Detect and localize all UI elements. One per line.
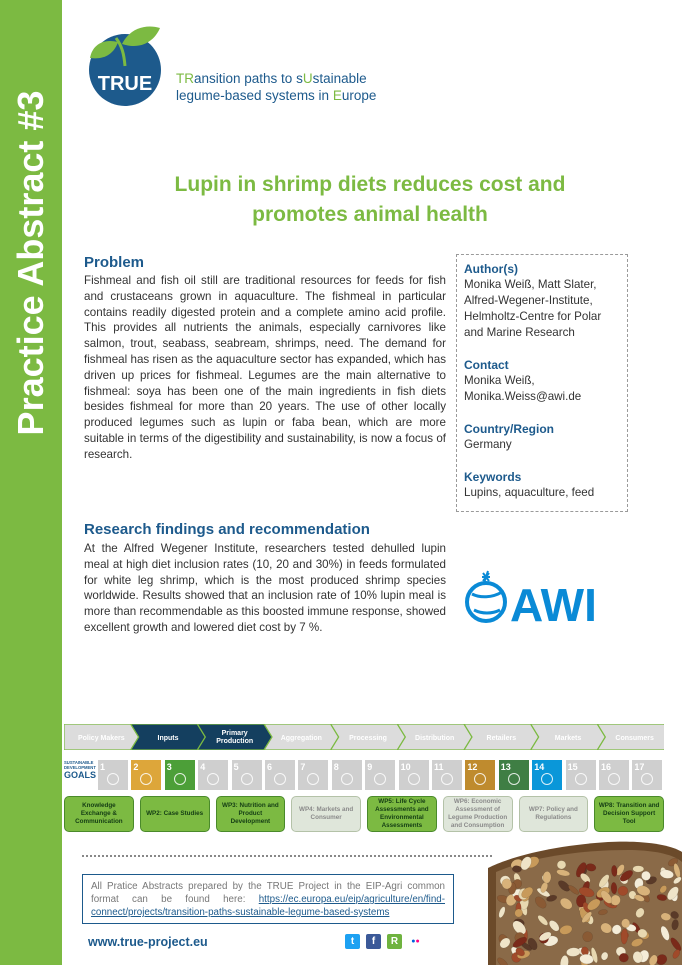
sdg-goal-icon xyxy=(107,773,119,785)
value-chain-label: Primary xyxy=(221,730,248,737)
work-package-box: WP6: Economic Assessment of Legume Production and Consumption xyxy=(443,796,513,832)
bean-shape xyxy=(633,866,644,872)
sdg-goal-tile: 12 xyxy=(465,760,495,790)
sdg-goal-icon xyxy=(575,773,587,785)
sdg-goal-icon xyxy=(608,773,620,785)
value-chain-label: Production xyxy=(216,738,254,745)
value-chain-label: Consumers xyxy=(615,735,654,742)
work-package-box: WP8: Transition and Decision Support Tool xyxy=(594,796,664,832)
sdg-goal-tile: 5 xyxy=(232,760,262,790)
sidebar-band xyxy=(0,0,62,965)
sdg-goal-icon xyxy=(241,773,253,785)
sdg-goal-tile: 7 xyxy=(298,760,328,790)
sdg-goal-tile: 13 xyxy=(499,760,529,790)
problem-text: Fishmeal and fish oil still are traditional resources for feeds for fish and crustaceans grown in aquaculture. The fishmeal in particular contains readily digested protein and a complete amino acid profile. This provides all nutrients the animals, especially carnivores like salmon, trout, seabass, seabream, shrimps, need. The demand for fishmeal has risen as the aquaculture sector has expanded, which has driven up prices for fishmeal. Legumes are the main alternative to fishmeal: soya has been one of the main ingredients in fish diets besides fishmeal for more than 20 years. The use of other locally produced legumes such as lupin or faba bean, which are more suitable in terms of the digestibility and sustainability, is now a focus of research. xyxy=(84,274,446,461)
sdg-goal-icon xyxy=(541,773,553,785)
sdg-goal-icon xyxy=(207,773,219,785)
work-package-box: WP7: Policy and Regulations xyxy=(519,796,589,832)
tagline-fragment: U xyxy=(302,71,313,86)
keywords-value: Lupins, aquaculture, feed xyxy=(464,486,595,499)
keywords-label: Keywords xyxy=(464,470,522,484)
authors-value: Monika Weiß, Matt Slater, Alfred-Wegener-Institute, Helmholtz-Centre for Polar and Marine Research xyxy=(464,278,602,339)
value-chain-label: Retailers xyxy=(486,735,517,742)
sdg-goal-icon xyxy=(641,773,653,785)
value-chain-label: Markets xyxy=(554,735,582,742)
info-box xyxy=(456,254,628,512)
bean-shape xyxy=(611,865,617,877)
twitter-icon[interactable]: t xyxy=(345,934,360,949)
value-chain-step xyxy=(197,724,272,750)
bean-shape xyxy=(621,919,630,928)
sdg-goal-tile: 15 xyxy=(566,760,596,790)
sdg-row xyxy=(64,759,664,791)
sdg-goal-icon xyxy=(174,773,186,785)
tagline-fragment: urope xyxy=(341,88,377,103)
sdg-logo: SUSTAINABLE DEVELOPMENT GOALS xyxy=(64,760,97,780)
project-tagline xyxy=(176,70,376,104)
flickr-icon[interactable]: ●● xyxy=(408,934,423,949)
tagline-fragment: stainable xyxy=(312,71,367,86)
work-package-box: WP5: Life Cycle Assessments and Environmental Assessments xyxy=(367,796,437,832)
contact-name: Monika Weiß, xyxy=(464,374,535,387)
value-chain xyxy=(64,724,664,750)
tagline-fragment: ansition paths to s xyxy=(194,71,303,86)
sdg-goal-icon xyxy=(140,773,152,785)
sdg-goal-tile: 10 xyxy=(399,760,429,790)
sdg-goal-tile: 6 xyxy=(265,760,295,790)
sdg-goal-tile: 2 xyxy=(131,760,161,790)
sdg-goal-tile: 3 xyxy=(165,760,195,790)
work-package-box: WP4: Markets and Consumer xyxy=(291,796,361,832)
practice-abstract-label: Practice Abstract #3 xyxy=(10,90,51,436)
country-label: Country/Region xyxy=(464,422,554,436)
value-chain-label: Policy Makers xyxy=(77,735,125,742)
sdg-goal-tile: 1 xyxy=(98,760,128,790)
sdg-goal-tile: 4 xyxy=(198,760,228,790)
value-chain-label: Distribution xyxy=(415,735,455,742)
sdg-goal-icon xyxy=(374,773,386,785)
contact-email[interactable]: Monika.Weiss@awi.de xyxy=(464,390,582,403)
title-line-2: promotes animal health xyxy=(252,203,488,226)
value-chain-label: Inputs xyxy=(157,735,179,742)
work-package-box: WP3: Nutrition and Product Development xyxy=(216,796,286,832)
value-chain-label: Processing xyxy=(349,735,387,742)
work-package-box: WP2: Case Studies xyxy=(140,796,210,832)
sdg-goal-tile: 9 xyxy=(365,760,395,790)
awi-logo-text: AWI xyxy=(510,579,597,626)
value-chain-label: Aggregation xyxy=(280,735,322,742)
sdg-goal-tile: 8 xyxy=(332,760,362,790)
work-package-box: Knowledge Exchange & Communication xyxy=(64,796,134,832)
tagline-line-2 xyxy=(176,87,376,104)
sdg-goal-tile: 14 xyxy=(532,760,562,790)
bean-shape xyxy=(611,882,617,894)
abstracts-note xyxy=(82,874,454,924)
tagline-fragment: legume-based systems in xyxy=(176,88,333,103)
research-text: At the Alfred Wegener Institute, researchers tested dehulled lupin meal at high diet inclusion rates (10, 20 and 30%) in feeds formulated for white leg shrimp, which is the most produced shrimp species worldwide. Results showed that an inclusion rate of 10% lupin meal is more than recommendable as this boosted immune response, showed excellent growth and lowered diet cost by 7 %. xyxy=(84,542,446,634)
research-heading: Research findings and recommendation xyxy=(84,521,370,538)
facebook-icon[interactable]: f xyxy=(366,934,381,949)
page-title xyxy=(90,170,650,230)
country-value: Germany xyxy=(464,438,512,451)
sdg-goal-icon xyxy=(408,773,420,785)
tagline-fragment: E xyxy=(332,88,342,103)
sdg-goal-tile: 11 xyxy=(432,760,462,790)
logo-text: TRUE xyxy=(97,73,153,95)
tagline-fragment: TR xyxy=(176,71,194,86)
sdg-goal-icon xyxy=(441,773,453,785)
website-link[interactable]: www.true-project.eu xyxy=(88,935,208,949)
sdg-goal-tile: 16 xyxy=(599,760,629,790)
true-logo xyxy=(80,18,170,108)
authors-label: Author(s) xyxy=(464,262,518,276)
note-link[interactable]: https://ec.europa.eu/eip/agriculture/en/find-connect/projects/transition-paths-sustainable-legume-based-systems xyxy=(91,894,445,918)
contact-label: Contact xyxy=(464,358,509,372)
leaf-icon xyxy=(122,27,160,46)
sdg-goal-icon xyxy=(274,773,286,785)
problem-heading: Problem xyxy=(84,254,145,271)
awi-logo xyxy=(462,566,622,626)
note-text: All Pratice Abstracts prepared by the TRUE Project in the EIP-Agri common format can be found here: xyxy=(91,881,445,905)
dotted-divider xyxy=(82,855,492,857)
title-line-1: Lupin in shrimp diets reduces cost and xyxy=(174,173,566,196)
sdg-goal-icon xyxy=(341,773,353,785)
work-packages xyxy=(64,796,664,832)
sdg-goal-tile: 17 xyxy=(632,760,662,790)
legume-bowl-image xyxy=(488,828,682,965)
researchgate-icon[interactable]: R xyxy=(387,934,402,949)
sdg-goal-icon xyxy=(508,773,520,785)
sdg-goal-icon xyxy=(307,773,319,785)
sdg-goal-icon xyxy=(474,773,486,785)
tagline-line-1 xyxy=(176,70,376,87)
